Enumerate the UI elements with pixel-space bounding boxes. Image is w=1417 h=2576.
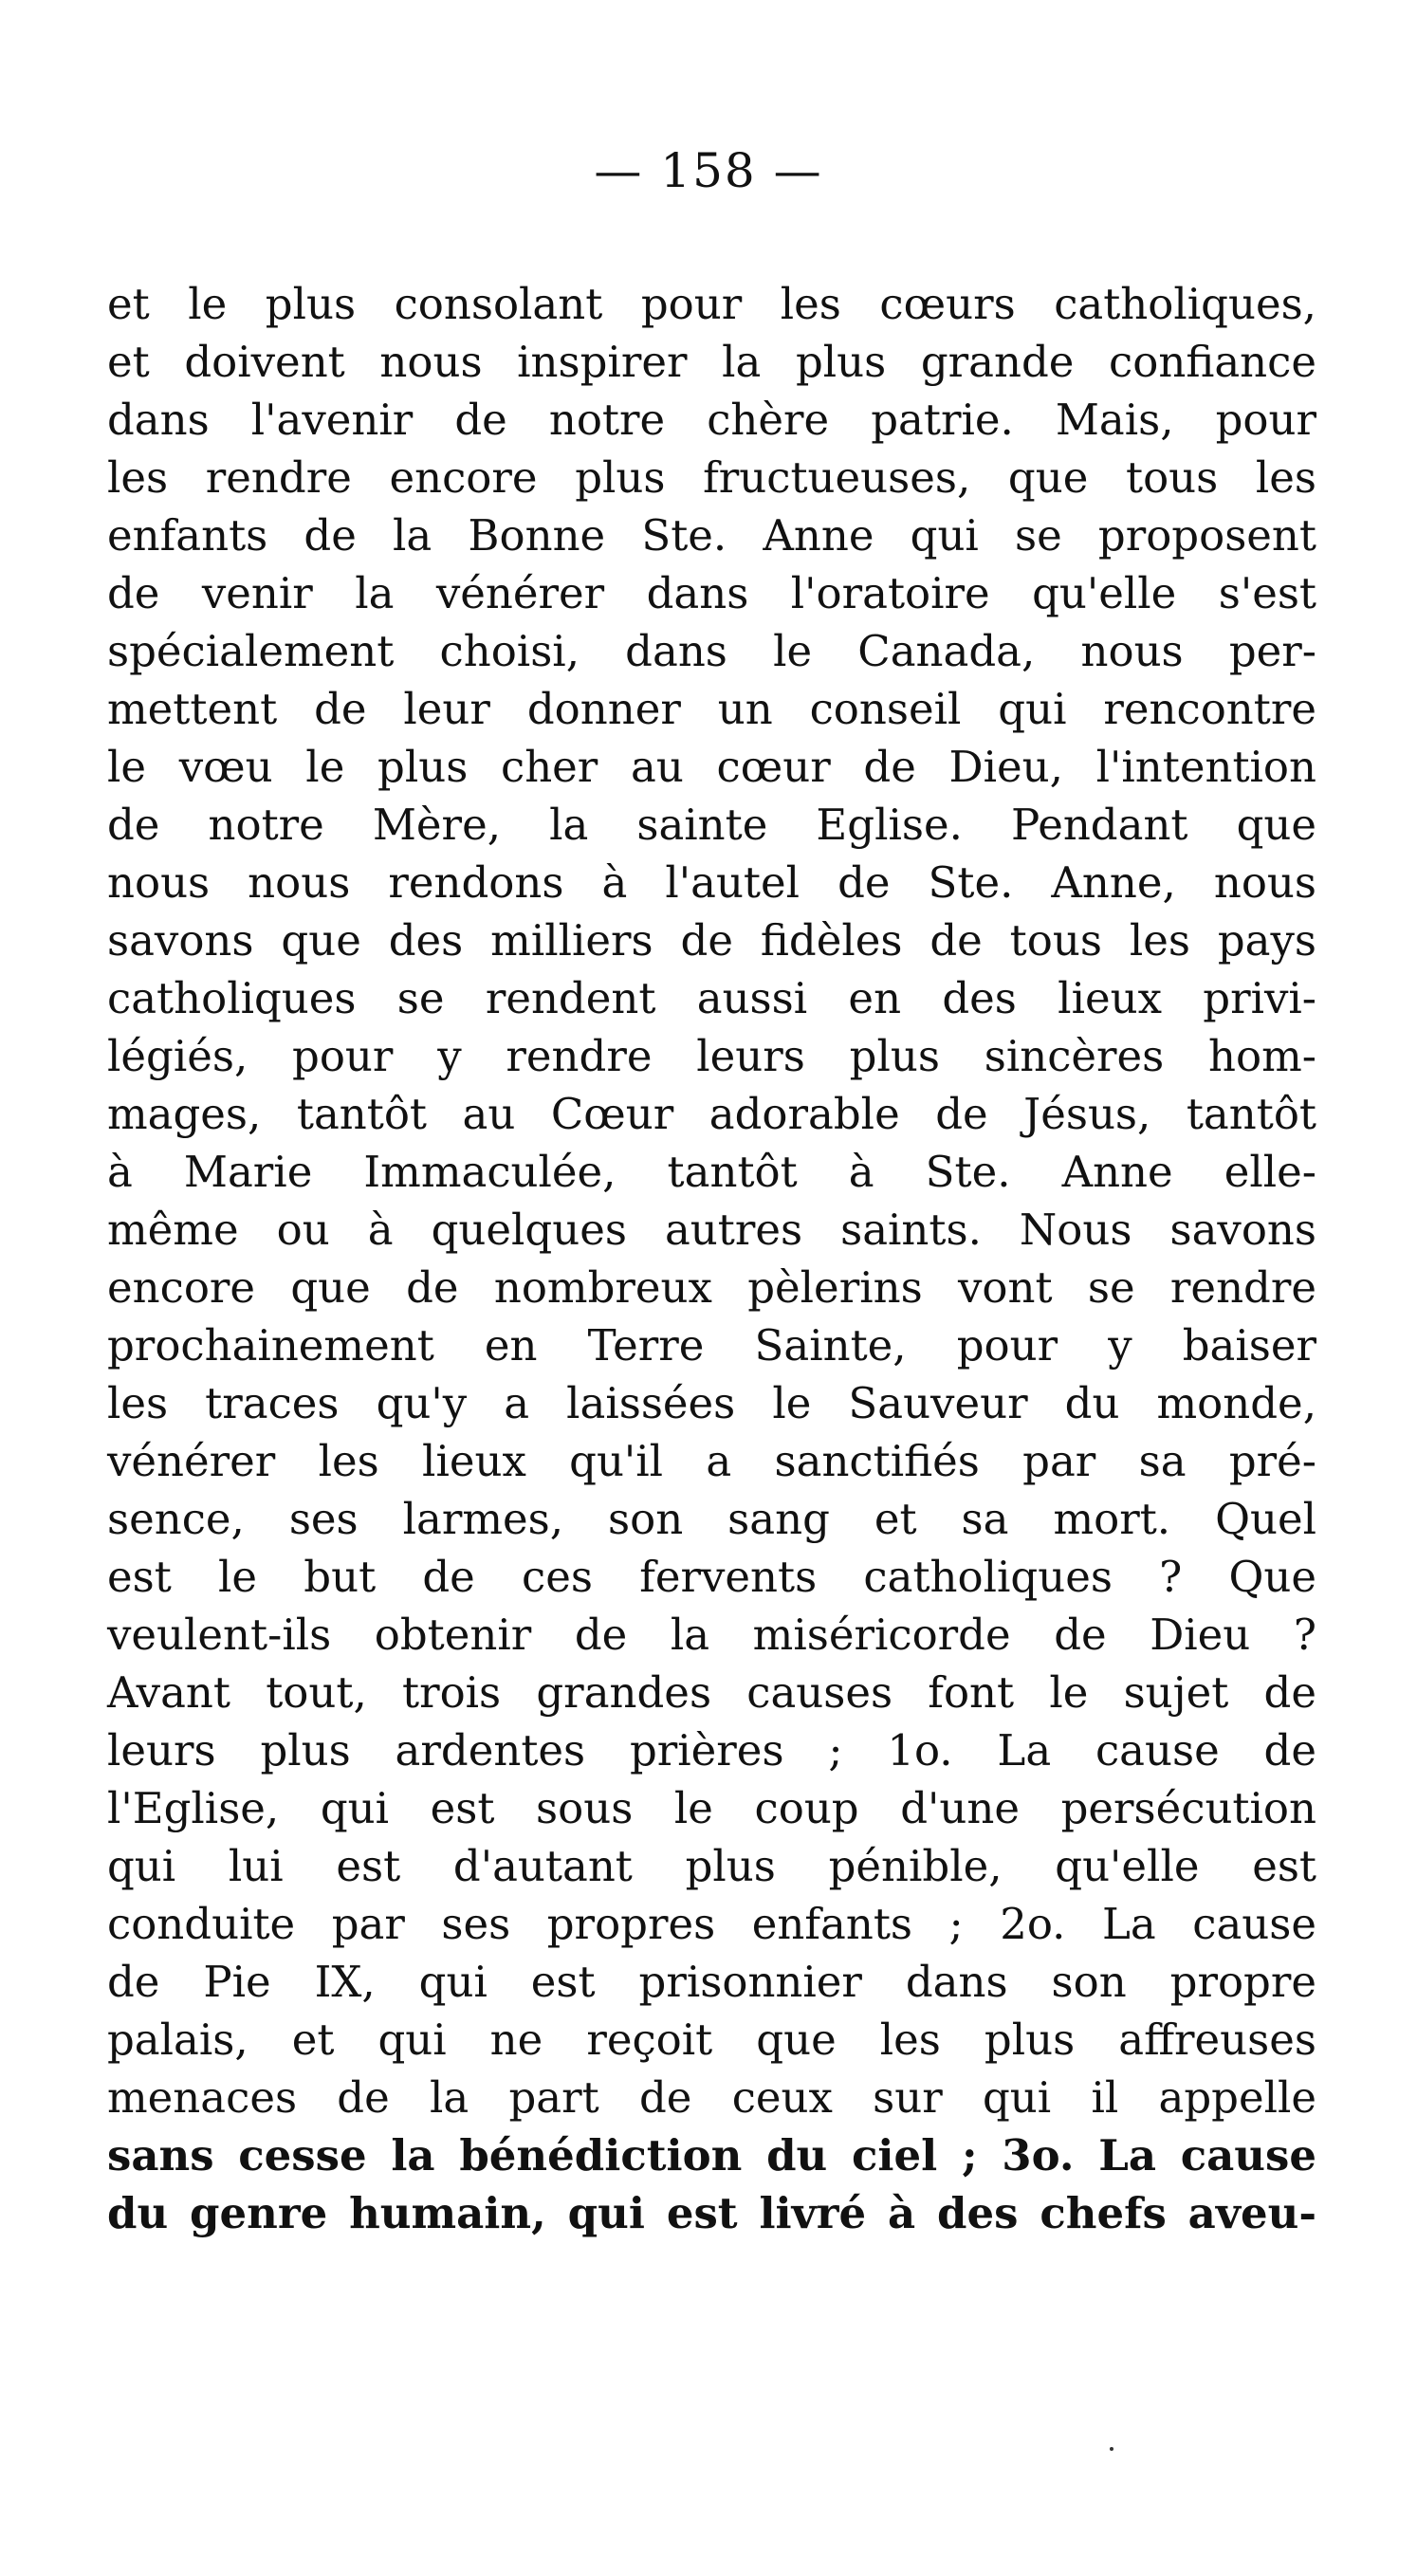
text-line: sence, ses larmes, son sang et sa mort. Quel: [107, 1494, 1316, 1544]
text-line: de venir la vénérer dans l'oratoire qu'elle s'est: [107, 568, 1316, 618]
text-line: de notre Mère, la sainte Eglise. Pendant que: [107, 800, 1316, 850]
text-line: de Pie IX, qui est prisonnier dans son propre: [107, 1957, 1316, 2007]
text-line: prochainement en Terre Sainte, pour y baiser: [107, 1320, 1316, 1371]
text-line: et doivent nous inspirer la plus grande confiance: [107, 337, 1316, 387]
text-line: palais, et qui ne reçoit que les plus affreuses: [107, 2015, 1316, 2065]
text-line: du genre humain, qui est livré à des chefs aveu-: [107, 2188, 1316, 2238]
text-line: dans l'avenir de notre chère patrie. Mais, pour: [107, 395, 1316, 445]
text-line: mages, tantôt au Cœur adorable de Jésus, tantôt: [107, 1089, 1316, 1139]
text-line: Avant tout, trois grandes causes font le sujet de: [107, 1667, 1316, 1718]
ink-speck: [1110, 2447, 1113, 2451]
page-number: — 158 —: [594, 143, 823, 198]
text-line: conduite par ses propres enfants ; 2o. La cause: [107, 1899, 1316, 1949]
text-line: et le plus consolant pour les cœurs catholiques,: [107, 279, 1316, 329]
text-line: veulent-ils obtenir de la miséricorde de Dieu ?: [107, 1610, 1316, 1660]
text-line: sans cesse la bénédiction du ciel ; 3o. La cause: [107, 2130, 1316, 2180]
text-line: à Marie Immaculée, tantôt à Ste. Anne elle-: [107, 1147, 1316, 1197]
text-line: les traces qu'y a laissées le Sauveur du monde,: [107, 1378, 1316, 1428]
text-line: qui lui est d'autant plus pénible, qu'elle est: [107, 1841, 1316, 1891]
text-line: même ou à quelques autres saints. Nous savons: [107, 1205, 1316, 1255]
text-line: nous nous rendons à l'autel de Ste. Anne, nous: [107, 857, 1316, 908]
text-line: est le but de ces fervents catholiques ? Que: [107, 1552, 1316, 1602]
text-line: vénérer les lieux qu'il a sanctifiés par sa pré-: [107, 1436, 1316, 1486]
text-line: enfants de la Bonne Ste. Anne qui se proposent: [107, 510, 1316, 561]
text-line: le vœu le plus cher au cœur de Dieu, l'intention: [107, 742, 1316, 792]
text-line: mettent de leur donner un conseil qui rencontre: [107, 684, 1316, 734]
text-line: légiés, pour y rendre leurs plus sincères hom-: [107, 1031, 1316, 1081]
text-line: les rendre encore plus fructueuses, que tous les: [107, 452, 1316, 503]
text-line: l'Eglise, qui est sous le coup d'une persécution: [107, 1783, 1316, 1833]
text-line: encore que de nombreux pèlerins vont se rendre: [107, 1262, 1316, 1313]
text-line: menaces de la part de ceux sur qui il appelle: [107, 2072, 1316, 2123]
text-line: leurs plus ardentes prières ; 1o. La cause de: [107, 1725, 1316, 1776]
body-text: [107, 275, 1316, 2242]
text-line: catholiques se rendent aussi en des lieux privi-: [107, 973, 1316, 1023]
text-line: spécialement choisi, dans le Canada, nous per-: [107, 626, 1316, 676]
text-line: savons que des milliers de fidèles de tous les pays: [107, 915, 1316, 966]
